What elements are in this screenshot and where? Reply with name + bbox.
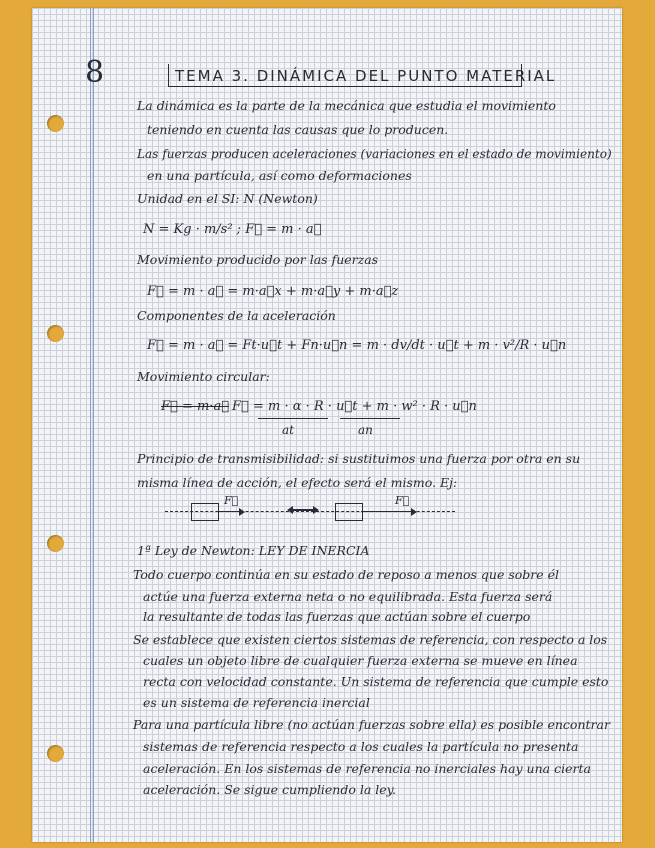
text-line: Se establece que existen ciertos sistemas de referencia, con respecto a los <box>133 632 608 647</box>
equivalence-arrow <box>292 509 314 511</box>
force-arrow-right <box>361 511 411 512</box>
text-line: cuales un objeto libre de cualquier fuerza externa se mueve en línea <box>143 653 578 668</box>
block-right <box>335 503 363 521</box>
page-title: TEMA 3. DINÁMICA DEL PUNTO MATERIAL <box>175 67 557 85</box>
struck-formula: F⃗ = m·a⃗ <box>161 399 229 414</box>
formula-components: F⃗ = m · a⃗ = Ft·u⃗t + Fn·u⃗n = m · dv/dt · u⃗t + m · v²/R · u⃗n <box>147 338 567 353</box>
text-line: en una partícula, así como deformaciones <box>147 168 412 183</box>
label-an: an <box>358 423 373 437</box>
force-label-left: F⃗ <box>224 494 239 507</box>
text-line: sistemas de referencia respecto a los cuales la partícula no presenta <box>143 739 579 754</box>
text-line: La dinámica es la parte de la mecánica que estudia el movimiento <box>137 98 556 113</box>
text-line: teniendo en cuenta las causas que lo producen. <box>147 122 449 137</box>
text-line: Unidad en el SI: N (Newton) <box>137 191 318 206</box>
formula-circular: F⃗ = m · α · R · u⃗t + m · w² · R · u⃗n <box>232 399 477 414</box>
section-heading: Movimiento circular: <box>137 369 270 384</box>
text-line: Para una partícula libre (no actúan fuerzas sobre ella) es posible encontrar <box>133 717 610 732</box>
text-line: Las fuerzas producen aceleraciones (variaciones en el estado de movimiento) <box>137 146 612 161</box>
block-left <box>191 503 219 521</box>
margin-line <box>90 8 91 842</box>
force-arrow-left <box>217 511 239 512</box>
text-line: aceleración. En los sistemas de referencia no inerciales hay una cierta <box>143 761 591 776</box>
section-heading: Movimiento producido por las fuerzas <box>137 252 379 267</box>
binder-hole <box>47 745 64 762</box>
formula-unit: N = Kg · m/s² ; F⃗ = m · a⃗ <box>143 222 322 237</box>
section-heading: Componentes de la aceleración <box>137 308 336 323</box>
text-line: aceleración. Se sigue cumpliendo la ley. <box>143 782 397 797</box>
text-line: recta con velocidad constante. Un sistema de referencia que cumple esto <box>143 674 609 689</box>
binder-hole <box>47 325 64 342</box>
text-line: es un sistema de referencia inercial <box>143 695 370 710</box>
underbrace-at <box>258 418 328 419</box>
margin-line <box>93 8 94 842</box>
formula-axis: F⃗ = m · a⃗ = m·a⃗x + m·a⃗y + m·a⃗z <box>147 284 399 299</box>
text-line: actúe una fuerza externa neta o no equilibrada. Esta fuerza será <box>143 589 553 604</box>
text-line: Todo cuerpo continúa en su estado de reposo a menos que sobre él <box>133 567 560 582</box>
binder-hole <box>47 535 64 552</box>
text-line: Principio de transmisibilidad: si sustituimos una fuerza por otra en su <box>137 451 581 466</box>
underbrace-an <box>340 418 400 419</box>
force-label-right: F⃗ <box>395 494 410 507</box>
text-line: la resultante de todas las fuerzas que actúan sobre el cuerpo <box>143 609 531 624</box>
text-line: misma línea de acción, el efecto será el mismo. Ej: <box>137 475 458 490</box>
page-number: 8 <box>85 55 105 90</box>
binder-hole <box>47 115 64 132</box>
law-heading: 1ª Ley de Newton: LEY DE INERCIA <box>137 543 370 558</box>
label-at: at <box>282 423 294 437</box>
